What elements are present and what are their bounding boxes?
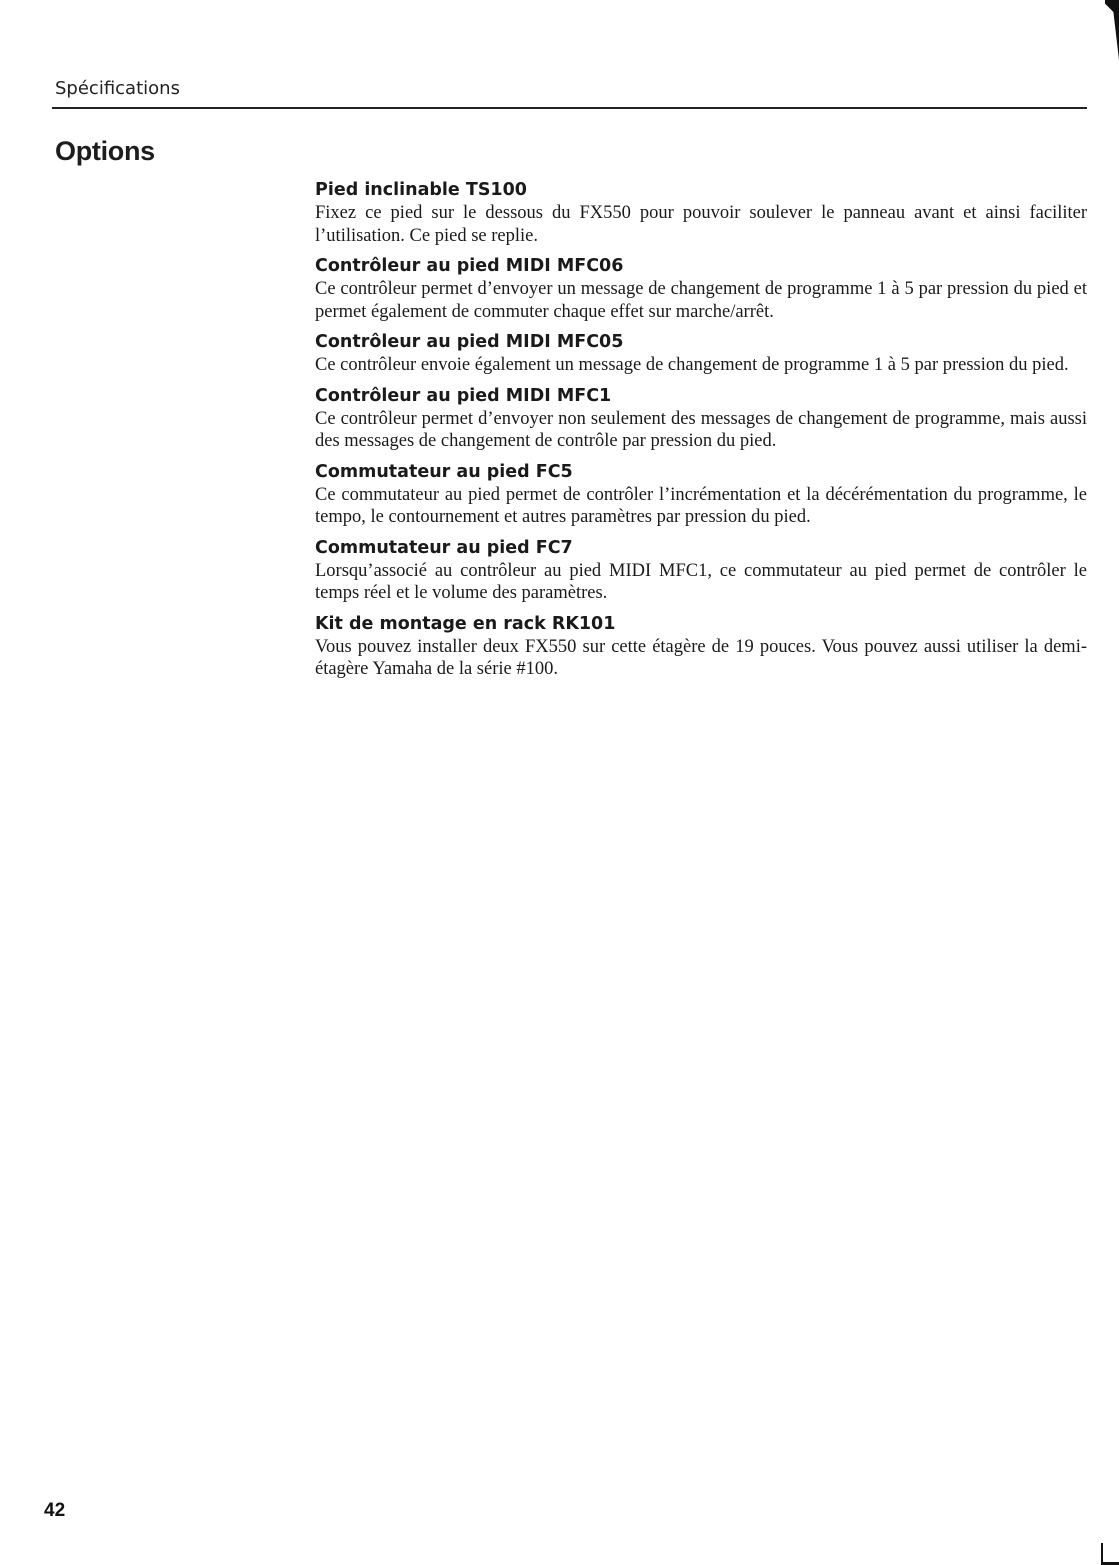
options-list bbox=[315, 178, 1087, 688]
option-item-rk101 bbox=[315, 612, 1087, 681]
option-item-fc5 bbox=[315, 460, 1087, 529]
option-item-mfc05 bbox=[315, 330, 1087, 377]
option-heading: Pied inclinable TS100 bbox=[315, 180, 527, 200]
option-heading: Commutateur au pied FC5 bbox=[315, 461, 573, 482]
option-description: Ce commutateur au pied permet de contrôler l’incrémentation et la décérémentation du programme, le tempo, le contournement et autres paramètres par pression du pied. bbox=[315, 484, 1087, 527]
option-item-ts100 bbox=[315, 178, 1087, 247]
option-heading: Contrôleur au pied MIDI MFC05 bbox=[315, 332, 624, 352]
option-item-fc7 bbox=[315, 536, 1087, 605]
option-item-mfc1 bbox=[315, 384, 1087, 453]
option-description: Ce contrôleur permet d’envoyer non seulement des messages de changement de programme, mais aussi des messages de changement de contrôle par pression du pied. bbox=[315, 408, 1087, 451]
option-description: Fixez ce pied sur le dessous du FX550 pour pouvoir soulever le panneau avant et ainsi faciliter l’utilisation. Ce pied se replie. bbox=[315, 203, 1087, 246]
running-header: Spécifications bbox=[55, 78, 180, 99]
option-heading: Commutateur au pied FC7 bbox=[315, 537, 573, 558]
section-title: Options bbox=[55, 136, 155, 166]
option-description: Vous pouvez installer deux FX550 sur cette étagère de 19 pouces. Vous pouvez aussi utiliser la demi-étagère Yamaha de la série #100. bbox=[315, 636, 1087, 679]
option-description: Ce contrôleur envoie également un message de changement de programme 1 à 5 par pression du pied. bbox=[315, 355, 1069, 375]
corner-crop-mark-top bbox=[1105, 0, 1119, 60]
option-description: Lorsqu’associé au contrôleur au pied MIDI MFC1, ce commutateur au pied permet de contrôler le temps réel et le volume des paramètres. bbox=[315, 560, 1087, 603]
option-heading: Contrôleur au pied MIDI MFC06 bbox=[315, 256, 624, 276]
option-item-mfc06 bbox=[315, 254, 1087, 323]
option-description: Ce contrôleur permet d’envoyer un message de changement de programme 1 à 5 par pression du pied et permet également de commuter chaque effet sur marche/arrêt. bbox=[315, 279, 1087, 322]
header-rule bbox=[52, 107, 1087, 109]
option-heading: Kit de montage en rack RK101 bbox=[315, 613, 616, 634]
option-heading: Contrôleur au pied MIDI MFC1 bbox=[315, 385, 612, 406]
corner-crop-mark-bottom bbox=[1101, 1543, 1119, 1565]
page-number: 42 bbox=[44, 1500, 66, 1521]
